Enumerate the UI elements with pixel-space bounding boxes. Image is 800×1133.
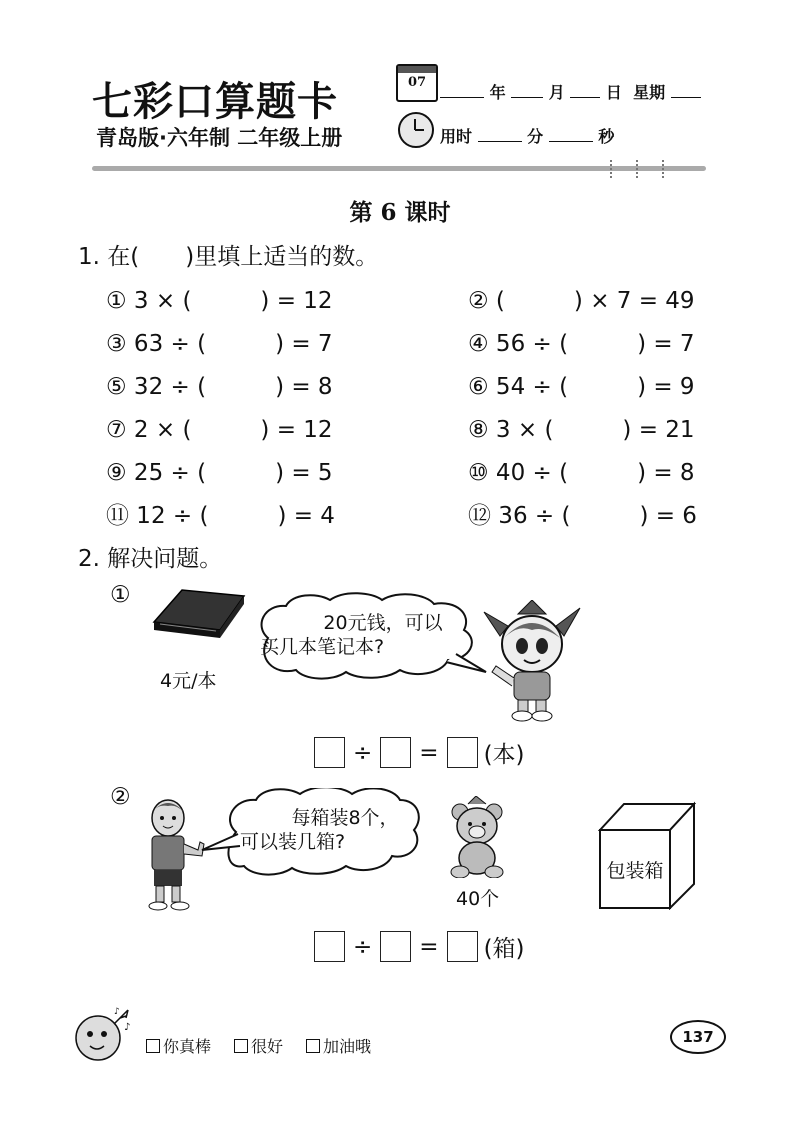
q1-item-8: ⑧ 3 × ( ) = 21 bbox=[468, 417, 695, 443]
q1-title: 1. 在( )里填上适当的数。 bbox=[78, 244, 379, 270]
bubble-1-line-1: 20元钱，可以 bbox=[323, 612, 443, 634]
bubble-2-line-1: 每箱装8个， bbox=[291, 807, 399, 829]
svg-text:♪: ♪ bbox=[114, 1007, 120, 1017]
rating-option-great[interactable] bbox=[146, 1034, 211, 1057]
month-label: 月 bbox=[548, 83, 565, 102]
bubble-2-text bbox=[236, 806, 414, 854]
time-used-label: 用时 bbox=[440, 127, 473, 146]
q1-item-11: ⑪ 12 ÷ ( ) = 4 bbox=[106, 503, 335, 529]
binder-pin bbox=[636, 160, 646, 178]
rating-label: 加油哦 bbox=[323, 1037, 372, 1056]
lesson-title: 第 6 课时 bbox=[349, 199, 451, 226]
mascot-icon bbox=[70, 1004, 136, 1068]
brand-title: 七彩口算题卡 bbox=[92, 79, 338, 125]
notebook-price: 4元/本 bbox=[160, 670, 217, 692]
q1-item-1: ① 3 × ( ) = 12 bbox=[106, 288, 333, 314]
minute-label: 分 bbox=[527, 127, 544, 146]
answer-box[interactable] bbox=[380, 931, 411, 962]
checkbox[interactable] bbox=[146, 1039, 160, 1053]
checkbox[interactable] bbox=[306, 1039, 320, 1053]
weekday-label: 星期 bbox=[633, 83, 666, 102]
notebook-icon bbox=[150, 586, 246, 640]
time-line bbox=[440, 124, 614, 147]
box-label: 包装箱 bbox=[606, 860, 664, 882]
q1-item-4: ④ 56 ÷ ( ) = 7 bbox=[468, 331, 695, 357]
answer-box[interactable] bbox=[380, 737, 411, 768]
boy-character-icon bbox=[140, 796, 206, 914]
q1-item-9: ⑨ 25 ÷ ( ) = 5 bbox=[106, 460, 333, 486]
year-label: 年 bbox=[489, 83, 506, 102]
second-label: 秒 bbox=[598, 127, 615, 146]
packing-box-icon bbox=[598, 800, 696, 910]
q1-item-6: ⑥ 54 ÷ ( ) = 9 bbox=[468, 374, 695, 400]
svg-text:♪: ♪ bbox=[124, 1022, 131, 1033]
divide-sign: ÷ bbox=[353, 739, 373, 766]
girl-character-icon bbox=[478, 600, 586, 722]
bear-count: 40个 bbox=[456, 888, 500, 910]
calendar-day: 07 bbox=[407, 75, 427, 90]
calendar-icon bbox=[396, 64, 438, 102]
unit-label: (箱) bbox=[483, 936, 525, 962]
q2-title: 2. 解决问题。 bbox=[78, 546, 223, 572]
bubble-1-line-2: 买几本笔记本? bbox=[260, 636, 385, 658]
edition-label: 青岛版·六年制 二年级上册 bbox=[96, 126, 343, 150]
binder-pin bbox=[662, 160, 672, 178]
day-label: 日 bbox=[605, 83, 622, 102]
answer-box[interactable] bbox=[314, 737, 345, 768]
checkbox[interactable] bbox=[234, 1039, 248, 1053]
unit-label: (本) bbox=[483, 742, 525, 768]
page-number: 137 bbox=[670, 1020, 726, 1054]
q1-item-2: ② ( ) × 7 = 49 bbox=[468, 288, 695, 314]
equation-1 bbox=[312, 736, 525, 769]
answer-box[interactable] bbox=[314, 931, 345, 962]
bubble-2-line-2: 可以装几箱? bbox=[240, 831, 346, 853]
answer-box[interactable] bbox=[447, 931, 478, 962]
date-line bbox=[440, 80, 701, 103]
q1-item-5: ⑤ 32 ÷ ( ) = 8 bbox=[106, 374, 333, 400]
rating-option-keep-going[interactable] bbox=[306, 1034, 371, 1057]
q1-item-7: ⑦ 2 × ( ) = 12 bbox=[106, 417, 333, 443]
rating-label: 你真棒 bbox=[163, 1037, 212, 1056]
binder-pin bbox=[610, 160, 620, 178]
problem-2-marker: ② bbox=[110, 784, 131, 810]
rating-label: 很好 bbox=[251, 1037, 284, 1056]
equals-sign: = bbox=[419, 739, 439, 766]
equals-sign: = bbox=[419, 933, 439, 960]
problem-1-marker: ① bbox=[110, 582, 131, 608]
bubble-1-text bbox=[258, 611, 468, 659]
clock-icon bbox=[398, 112, 434, 148]
equation-2 bbox=[312, 930, 525, 963]
q1-item-10: ⑩ 40 ÷ ( ) = 8 bbox=[468, 460, 695, 486]
teddy-bear-icon bbox=[446, 796, 508, 878]
q1-item-3: ③ 63 ÷ ( ) = 7 bbox=[106, 331, 333, 357]
q1-item-12: ⑫ 36 ÷ ( ) = 6 bbox=[468, 503, 697, 529]
answer-box[interactable] bbox=[447, 737, 478, 768]
rating-option-good[interactable] bbox=[234, 1034, 283, 1057]
divide-sign: ÷ bbox=[353, 933, 373, 960]
